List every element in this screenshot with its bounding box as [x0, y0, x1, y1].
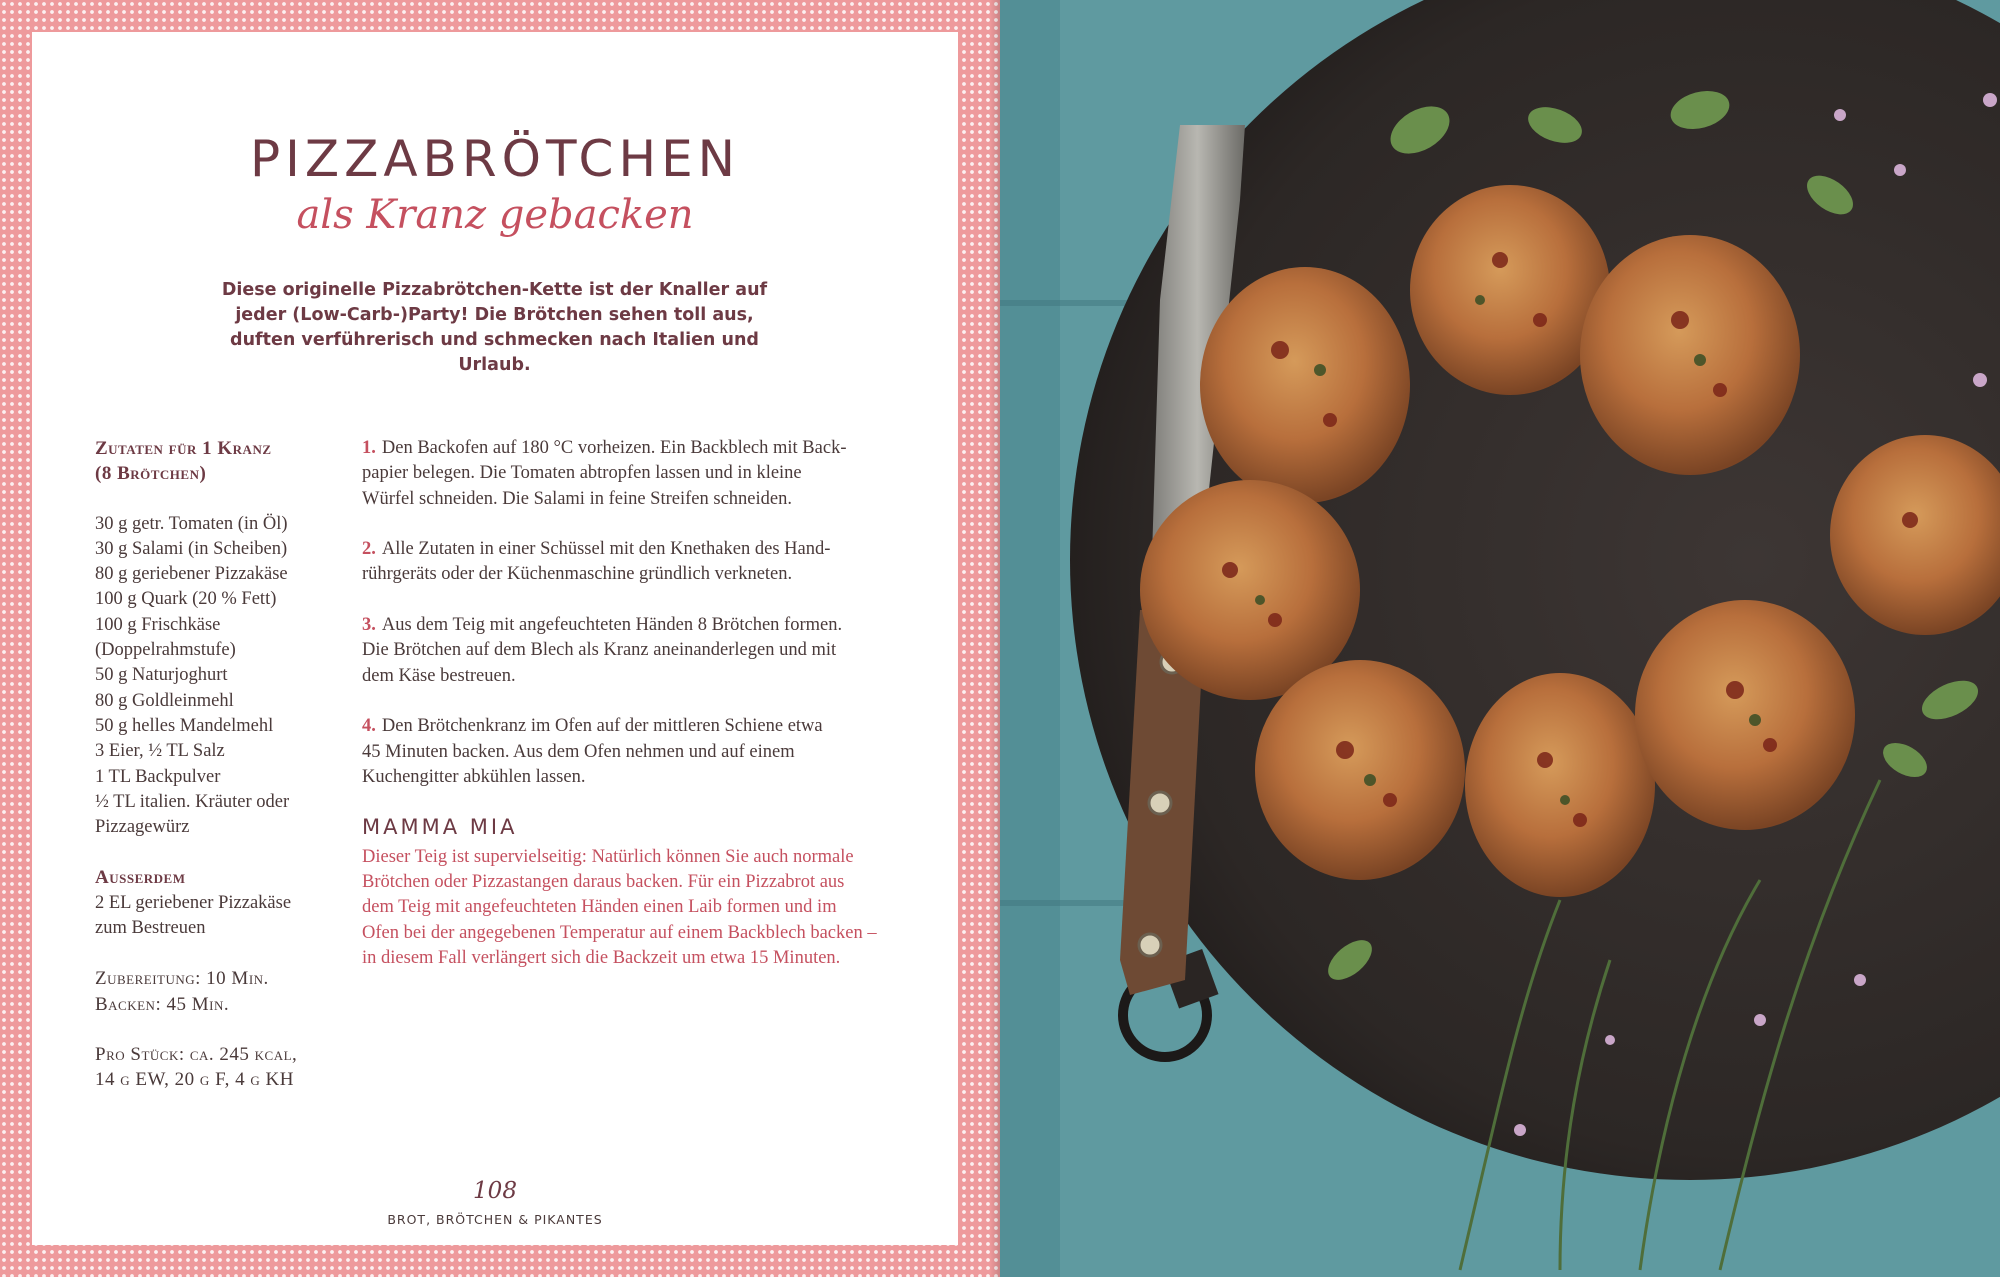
ingredient-item: (Doppelrahmstufe) — [95, 640, 236, 661]
extra-ingredient-item: zum Bestreuen — [95, 918, 206, 939]
roll — [1255, 660, 1465, 880]
ingredient-item: 30 g Salami (in Scheiben) — [95, 538, 288, 559]
roll — [1580, 235, 1800, 475]
ingredient-item: 1 TL Backpulver — [95, 766, 221, 787]
prep-time: Zubereitung: 10 Min. — [95, 968, 269, 990]
ingredient-item: 30 g getr. Tomaten (in Öl) — [95, 513, 288, 534]
recipe-intro: Diese originelle Pizzabrötchen-Kette ist der Knaller auf jeder (Low-Carb-)Party! Die Brötchen sehen toll aus, duften verführerisch und schmecken nach Italien und Urlaub. — [221, 280, 768, 375]
nutrition-info: Pro Stück: ca. 245 kcal, — [95, 1043, 298, 1065]
extra-ingredients-heading: Ausserdem — [95, 867, 186, 889]
ingredients-heading-yield: (8 Brötchen) — [95, 463, 207, 485]
extra-ingredient-item: 2 EL geriebener Pizzakäse — [95, 892, 292, 913]
step-number: 2. — [362, 539, 376, 560]
ingredient-item: 100 g Quark (20 % Fett) — [95, 589, 277, 610]
bake-time: Backen: 45 Min. — [95, 993, 230, 1015]
ingredient-item: 80 g geriebener Pizzakäse — [95, 564, 288, 585]
recipe-page — [32, 32, 958, 1245]
method-column — [362, 436, 897, 971]
step-text: Alle Zutaten in einer Schüssel mit den Knethaken des Hand- rührgeräts oder der Küchenmaschine gründlich verkneten. — [362, 539, 831, 585]
step-number: 1. — [362, 438, 376, 458]
page-number: 108 — [473, 1178, 517, 1204]
ingredient-list — [95, 512, 325, 841]
recipe-title: PIZZABRÖTCHEN — [249, 130, 741, 188]
section-name: BROT, BRÖTCHEN & PIKANTES — [387, 1212, 603, 1227]
roll — [1200, 267, 1410, 503]
step-number: 4. — [362, 716, 376, 737]
step-text: Aus dem Teig mit angefeuchteten Händen 8 Brötchen formen. Die Brötchen auf dem Blech als Kranz aneinanderlegen und mit dem Käse bestreuen. — [362, 615, 843, 686]
method-step — [362, 714, 897, 790]
tip-heading: MAMMA MIA — [362, 815, 518, 840]
step-number: 3. — [362, 615, 376, 636]
roll — [1465, 673, 1655, 897]
photo-illustration — [1000, 0, 2000, 1277]
ingredients-heading: Zutaten für 1 Kranz — [95, 438, 272, 459]
ingredient-item: ½ TL italien. Kräuter oder — [95, 791, 290, 812]
ingredient-item: 50 g helles Mandelmehl — [95, 715, 274, 736]
ingredient-item: 50 g Naturjoghurt — [95, 665, 228, 686]
ingredient-item: Pizzagewürz — [95, 817, 190, 838]
method-step — [362, 537, 897, 588]
nutrition-info-values: 14 g EW, 20 g F, 4 g KH — [95, 1069, 294, 1091]
step-text: Den Backofen auf 180 °C vorheizen. Ein Backblech mit Back- papier belegen. Die Tomaten abtropfen lassen und in kleine Würfel schneiden. Die Salami in feine Streifen schneiden. — [362, 438, 847, 509]
step-text: Den Brötchenkranz im Ofen auf der mittleren Schiene etwa 45 Minuten backen. Aus dem Ofen nehmen und auf einem Kuchengitter abkühlen lassen. — [362, 716, 823, 787]
roll — [1635, 600, 1855, 830]
method-step — [362, 436, 897, 512]
tip-text: Dieser Teig ist supervielseitig: Natürlich können Sie auch normale Brötchen oder Pizzastangen daraus backen. Für ein Pizzabrot aus dem Teig mit angefeuchteten Händen einen Laib formen und im Ofen bei der angegebenen Temperatur auf einem Backblech backen – in diesem Fall verlängert sich die Backzeit um etwa 15 Minuten. — [362, 846, 877, 968]
ingredients-column — [95, 436, 325, 1093]
ingredient-item: 80 g Goldleinmehl — [95, 690, 234, 711]
ingredient-item: 100 g Frischkäse — [95, 614, 221, 635]
recipe-subtitle: als Kranz gebacken — [296, 192, 694, 238]
ingredient-item: 3 Eier, ½ TL Salz — [95, 741, 225, 762]
method-step — [362, 613, 897, 689]
recipe-photo — [1000, 0, 2000, 1277]
roll — [1410, 185, 1610, 395]
